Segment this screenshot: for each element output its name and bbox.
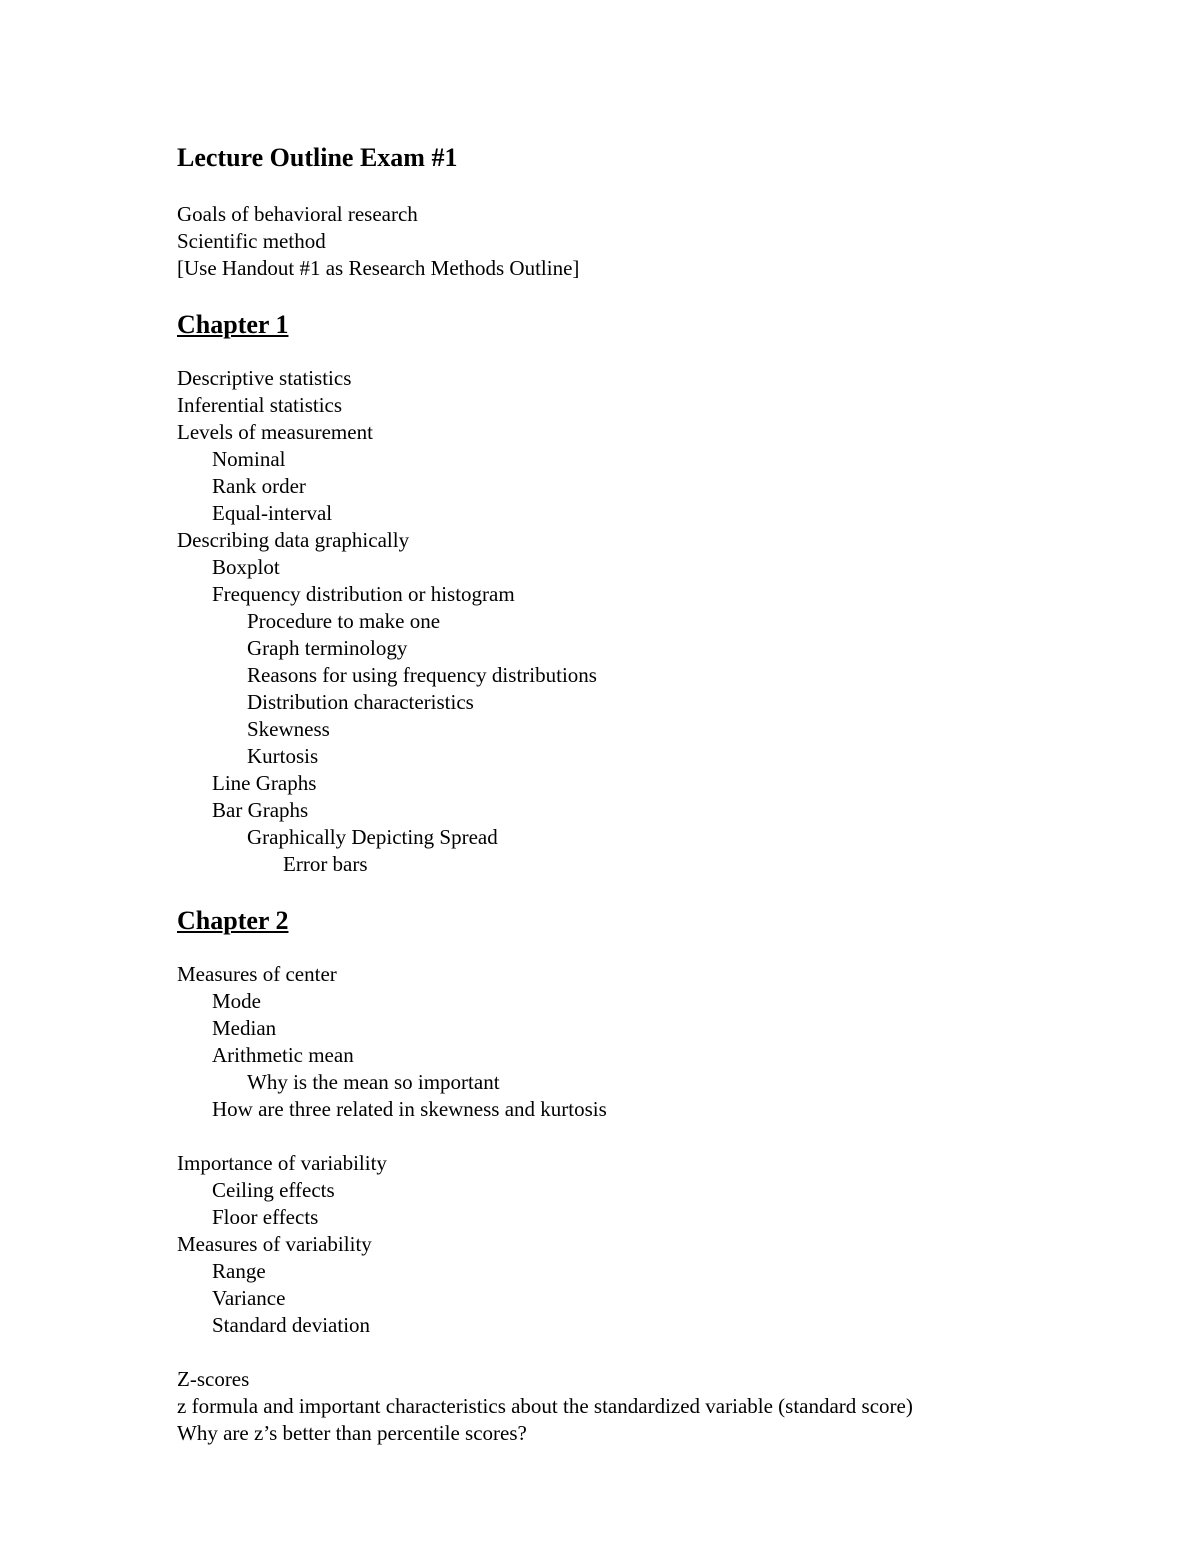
outline-level4-item: Error bars	[283, 852, 368, 876]
outline-item: Descriptive statistics	[177, 366, 352, 390]
outline-subsubitem: Graphically Depicting Spread	[247, 825, 498, 849]
outline-subsubitem: Why is the mean so important	[247, 1070, 500, 1094]
chapter-1-heading: Chapter 1	[177, 310, 289, 339]
spacer	[177, 173, 1137, 201]
outline-subitem: Bar Graphs	[212, 798, 309, 822]
outline-item: Measures of variability	[177, 1232, 372, 1256]
outline-subsubitem: Reasons for using frequency distributions	[247, 663, 597, 687]
outline-subsubitem: Kurtosis	[247, 744, 319, 768]
outline-subitem: Arithmetic mean	[212, 1043, 354, 1067]
spacer	[177, 1123, 1137, 1150]
outline-subitem: Ceiling effects	[212, 1178, 335, 1202]
outline-subitem: How are three related in skewness and kurtosis	[212, 1097, 607, 1121]
intro-line: [Use Handout #1 as Research Methods Outline]	[177, 256, 580, 280]
outline-subitem: Floor effects	[212, 1205, 319, 1229]
outline-subitem: Mode	[212, 989, 261, 1013]
spacer	[177, 282, 1137, 310]
outline-subitem: Rank order	[212, 474, 306, 498]
outline-subsubitem: Skewness	[247, 717, 330, 741]
chapter-2-heading: Chapter 2	[177, 906, 289, 935]
outline-item: z formula and important characteristics about the standardized variable (standard score)	[177, 1394, 913, 1418]
spacer	[177, 340, 1137, 365]
outline-subitem: Frequency distribution or histogram	[212, 582, 515, 606]
document-page	[177, 143, 1137, 1447]
intro-line: Scientific method	[177, 229, 326, 253]
outline-item: Importance of variability	[177, 1151, 387, 1175]
outline-subitem: Variance	[212, 1286, 286, 1310]
outline-subitem: Median	[212, 1016, 277, 1040]
intro-line: Goals of behavioral research	[177, 202, 418, 226]
outline-subsubitem: Distribution characteristics	[247, 690, 474, 714]
outline-subitem: Boxplot	[212, 555, 280, 579]
spacer	[177, 878, 1137, 906]
outline-item: Levels of measurement	[177, 420, 373, 444]
outline-subsubitem: Procedure to make one	[247, 609, 441, 633]
outline-subitem: Range	[212, 1259, 266, 1283]
outline-item: Inferential statistics	[177, 393, 343, 417]
spacer	[177, 1339, 1137, 1366]
outline-item: Describing data graphically	[177, 528, 410, 552]
outline-subitem: Nominal	[212, 447, 286, 471]
outline-subitem: Standard deviation	[212, 1313, 371, 1337]
spacer	[177, 936, 1137, 961]
outline-subitem: Equal-interval	[212, 501, 333, 525]
outline-subsubitem: Graph terminology	[247, 636, 408, 660]
document-title: Lecture Outline Exam #1	[177, 143, 458, 172]
outline-subitem: Line Graphs	[212, 771, 317, 795]
outline-item: Z-scores	[177, 1367, 250, 1391]
outline-item: Why are z’s better than percentile scores?	[177, 1421, 527, 1445]
outline-item: Measures of center	[177, 962, 337, 986]
